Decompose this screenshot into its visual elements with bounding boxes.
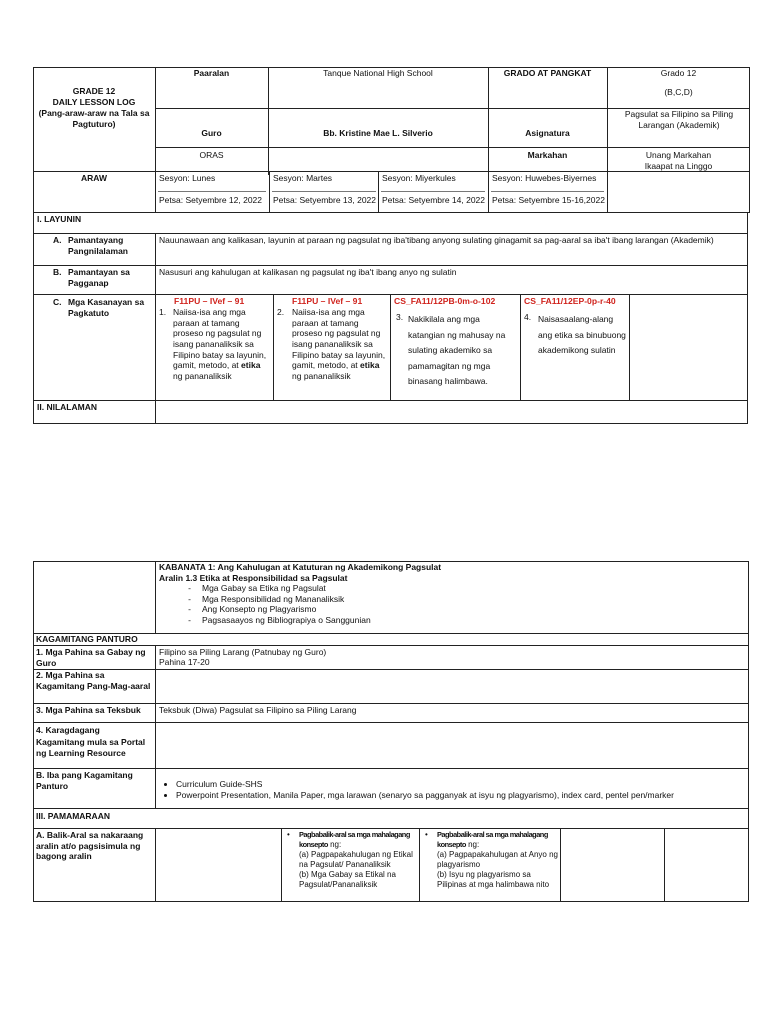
day-date: Petsa: Setyembre 14, 2022	[382, 195, 486, 205]
balik-aral-label: A. Balik-Aral sa nakaraang aralin at/o pagsisimula ng bagong aralin	[36, 830, 144, 862]
guro-value: Bb. Kristine Mae L. Silverio	[323, 128, 433, 138]
teksbuk-label: 3. Mga Pahina sa Teksbuk	[36, 705, 141, 715]
competency-code: CS_FA11/12EP-0p-r-40	[524, 296, 616, 306]
day-session: Sesyon: Huwebes-Biyernes	[492, 173, 597, 183]
gabay-guro-value: Filipino sa Piling Larang (Patnubay ng Guro)	[159, 647, 327, 657]
list-item: • Powerpoint Presentation, Manila Paper, mga larawan (senaryo sa pagganyak at isyu ng plagyarismo), index card, pentel pen/marker	[176, 790, 745, 801]
araw-label: ARAW	[81, 173, 107, 183]
day-date: Petsa: Setyembre 12, 2022	[159, 195, 263, 205]
item-letter-c: C.	[53, 297, 62, 307]
competency-text: Naiisa-isa ang mga paraan at tamang proseso ng pagsulat ng isang pananaliksik sa Filipino batay sa layunin, gamit, metodo, at etika ng pananaliksik	[292, 307, 386, 381]
iba-pang-kagamitan-label: B. Iba pang Kagamitang Panturo	[36, 770, 133, 791]
balik-aral-day3: • Pagbabalik-aral sa mga mahalagang konsepto ng: (a) Pagpapakahulugan ng Etikal na Pagsulat/ Pananaliksik (b) Mga Gabay sa Etikal na Pagsulat/Pananaliksik	[285, 830, 417, 890]
asignatura-label: Asignatura	[525, 128, 570, 138]
pamantayan-sa-pagganap-label: Pamantayan sa Pagganap	[68, 267, 130, 288]
topic-list	[186, 583, 486, 626]
gabay-guro-pages: Pahina 17-20	[159, 657, 210, 667]
list-item: - Pagsasaayos ng Bibliograpiya o Sanggunian	[198, 615, 486, 626]
log-subtitle: (Pang-araw-araw na Tala sa Pagtuturo)	[38, 108, 150, 129]
grade-label: GRADE 12	[72, 86, 116, 96]
linggo-value: Ikaapat na Linggo	[644, 161, 713, 171]
day-session: Sesyon: Lunes	[159, 173, 216, 183]
pamantayang-pangnilalaman-text: Nauunawaan ang kalikasan, layunin at paraan ng pagsulat ng iba'tibang anyong sulating ginagamit sa pag-aaral sa iba't ibang larangan (Akademik)	[159, 235, 714, 245]
list-item: - Ang Konsepto ng Plagyarismo	[198, 604, 486, 615]
section-heading-nilalaman: II. NILALAMAN	[37, 402, 97, 412]
log-title: DAILY LESSON LOG	[52, 97, 136, 107]
markahan-value: Unang Markahan	[645, 150, 712, 160]
item-letter-b: B.	[53, 267, 62, 277]
portal-label: 4. Karagdagang Kagamitang mula sa Portal ng Learning Resource	[36, 725, 146, 758]
teksbuk-value: Teksbuk (Diwa) Pagsulat sa Filipino sa Piling Larang	[159, 705, 357, 715]
pamantayang-pangnilalaman-label: Pamantayang Pangnilalaman	[68, 235, 128, 256]
list-item: - Mga Responsibilidad ng Mananaliksik	[198, 594, 486, 605]
item-letter-a: A.	[53, 235, 62, 245]
list-item: (a) Pagpapakahulugan ng Etikal na Pagsulat/ Pananaliksik	[299, 850, 413, 869]
aralin-title: Aralin 1.3 Etika at Responsibilidad sa Pagsulat	[159, 573, 348, 583]
day-date: Petsa: Setyembre 13, 2022	[273, 195, 377, 205]
day-session: Sesyon: Martes	[273, 173, 333, 183]
pangkat-value: (B,C,D)	[664, 87, 693, 97]
competency-number: 4.	[524, 312, 532, 322]
kabanata-title: KABANATA 1: Ang Kahulugan at Katuturan ng Akademikong Pagsulat	[159, 562, 442, 572]
competency-code: F11PU – IVef – 91	[174, 296, 245, 306]
gabay-guro-label: 1. Mga Pahina sa Gabay ng Guro	[36, 647, 146, 668]
kasanayan-label: Mga Kasanayan sa Pagkatuto	[68, 297, 145, 318]
list-item: (b) Isyu ng plagyarismo sa Pilipinas at mga halimbawa nito	[437, 870, 550, 889]
list-item: (b) Mga Gabay sa Etikal na Pagsulat/Pananaliksik	[299, 870, 396, 889]
paaralan-label: Paaralan	[193, 68, 230, 78]
markahan-label: Markahan	[527, 150, 568, 160]
list-item: • Curriculum Guide-SHS	[176, 779, 745, 790]
oras-label: ORAS	[199, 150, 224, 160]
day-session: Sesyon: Miyerkules	[382, 173, 456, 183]
grado-label: GRADO AT PANGKAT	[503, 68, 592, 78]
competency-number: 3.	[396, 312, 404, 322]
competency-number: 2.	[277, 307, 285, 317]
pang-mag-aaral-label: 2. Mga Pahina sa Kagamitang Pang-Mag-aaral	[36, 670, 151, 691]
competency-code: CS_FA11/12PB-0m-o-102	[394, 296, 496, 306]
balik-aral-day4: • Pagbabalik-aral sa mga mahalagang konsepto ng: (a) Pagpapakahulugan at Anyo ng plagyarismo (b) Isyu ng plagyarismo sa Pilipinas at mga halimbawa nito	[425, 830, 558, 889]
competency-text: Naiisa-isa ang mga paraan at tamang proseso ng pagsulat ng isang pananaliksik sa Filipino batay sa layunin, gamit, metodo, at etika ng pananaliksik	[173, 307, 267, 381]
pamantayan-sa-pagganap-text: Nasusuri ang kahulugan at kalikasan ng pagsulat ng iba't ibang anyo ng sulatin	[159, 267, 457, 277]
paaralan-value: Tanque National High School	[323, 68, 433, 78]
competency-text: Nakikilala ang mga katangian ng mahusay na sulating akademiko sa pamamagitan ng mga binasang halimbawa.	[408, 314, 506, 386]
competency-number: 1.	[159, 307, 167, 317]
day-date: Petsa: Setyembre 15-16,2022	[492, 195, 605, 205]
section-heading-pamamaraan: III. PAMAMARAAN	[36, 811, 110, 821]
competency-code: F11PU – IVef – 91	[292, 296, 363, 306]
section-heading-layunin: I. LAYUNIN	[37, 214, 82, 224]
list-item: (a) Pagpapakahulugan at Anyo ng plagyarismo	[437, 850, 558, 869]
guro-label: Guro	[201, 128, 222, 138]
competency-text: Naisasaalang-alang ang etika sa binubuong akademikong sulatin	[538, 314, 626, 355]
section-heading-kagamitan: KAGAMITANG PANTURO	[36, 634, 138, 644]
iba-pang-kagamitan-list	[160, 779, 745, 800]
asignatura-value: Pagsulat sa Filipino sa Piling Larangan (Akademik)	[624, 109, 734, 130]
grado-value: Grado 12	[660, 68, 697, 78]
list-item: - Mga Gabay sa Etika ng Pagsulat	[198, 583, 486, 594]
